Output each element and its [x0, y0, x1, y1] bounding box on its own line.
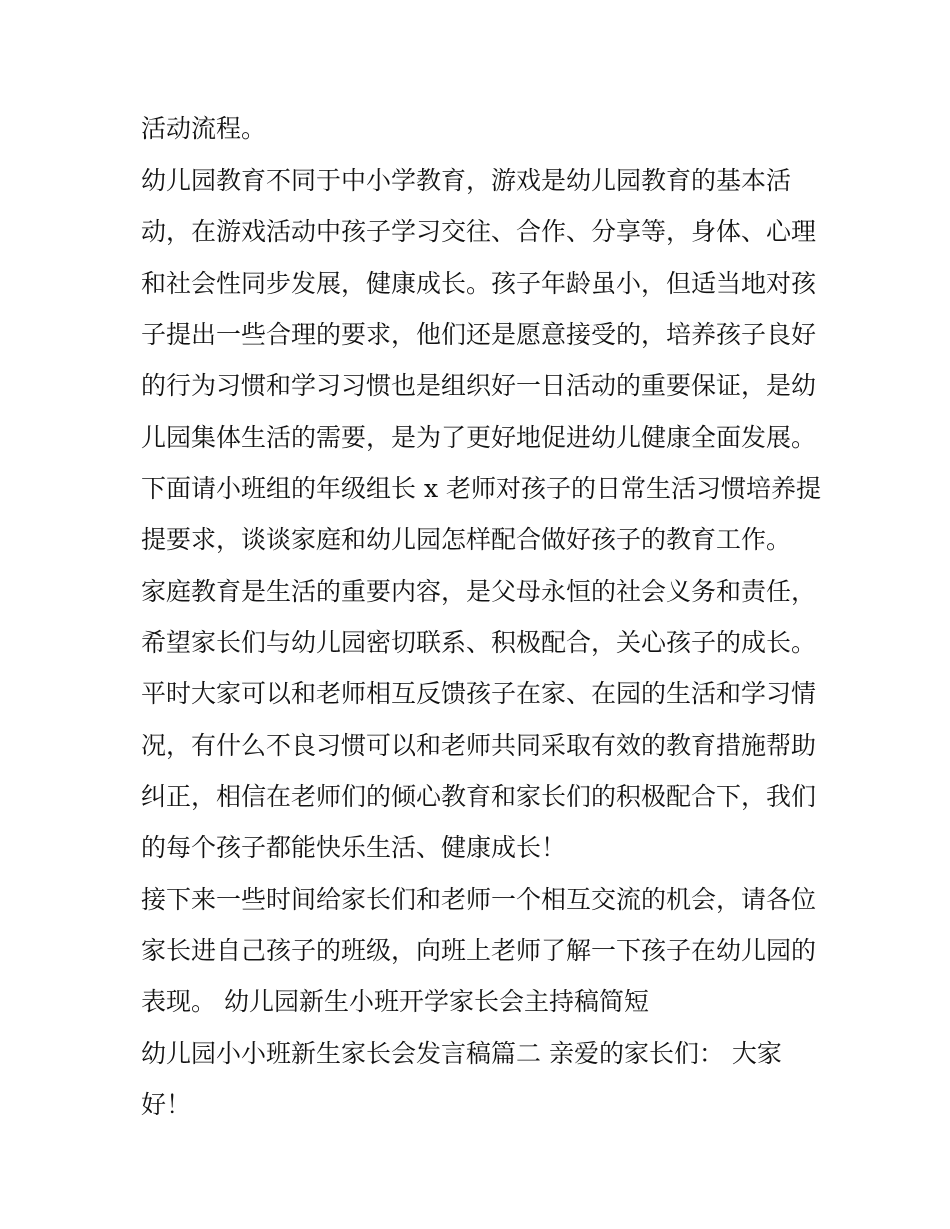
text-line: 动，在游戏活动中孩子学习交往、合作、分享等，身体、心理 [141, 217, 817, 246]
text-line: 表现。 幼儿园新生小班开学家长会主持稿简短 [141, 987, 649, 1016]
text-line: 家庭教育是生活的重要内容，是父母永恒的社会义务和责任， [141, 577, 817, 606]
text-line: 平时大家可以和老师相互反馈孩子在家、在园的生活和学习情 [141, 679, 817, 708]
text-line: 幼儿园教育不同于中小学教育，游戏是幼儿园教育的基本活 [141, 166, 792, 195]
text-line: 况，有什么不良习惯可以和老师共同采取有效的教育措施帮助 [141, 731, 817, 760]
text-line: 儿园集体生活的需要，是为了更好地促进幼儿健康全面发展。 [141, 423, 817, 452]
text-line: 活动流程。 [141, 114, 267, 143]
text-line: 接下来一些时间给家长们和老师一个相互交流的机会，请各位 [141, 885, 817, 914]
text-line: 希望家长们与幼儿园密切联系、积极配合，关心孩子的成长。 [141, 628, 817, 657]
text-line: 家长进自己孩子的班级，向班上老师了解一下孩子在幼儿园的 [141, 936, 817, 965]
text-line: 子提出一些合理的要求，他们还是愿意接受的，培养孩子良好 [141, 320, 817, 349]
text-line: 和社会性同步发展，健康成长。孩子年龄虽小，但适当地对孩 [141, 269, 817, 298]
text-line: 幼儿园小小班新生家长会发言稿篇二 亲爱的家长们： 大家 [141, 1039, 782, 1068]
text-line: 好！ [141, 1090, 192, 1119]
text-line: 下面请小班组的年级组长 x 老师对孩子的日常生活习惯培养提 [141, 474, 821, 503]
text-line: 的每个孩子都能快乐生活、健康成长！ [141, 833, 567, 862]
text-line: 提要求，谈谈家庭和幼儿园怎样配合做好孩子的教育工作。 [141, 525, 792, 554]
text-line: 的行为习惯和学习习惯也是组织好一日活动的重要保证，是幼 [141, 371, 817, 400]
text-line: 纠正，相信在老师们的倾心教育和家长们的积极配合下，我们 [141, 782, 817, 811]
